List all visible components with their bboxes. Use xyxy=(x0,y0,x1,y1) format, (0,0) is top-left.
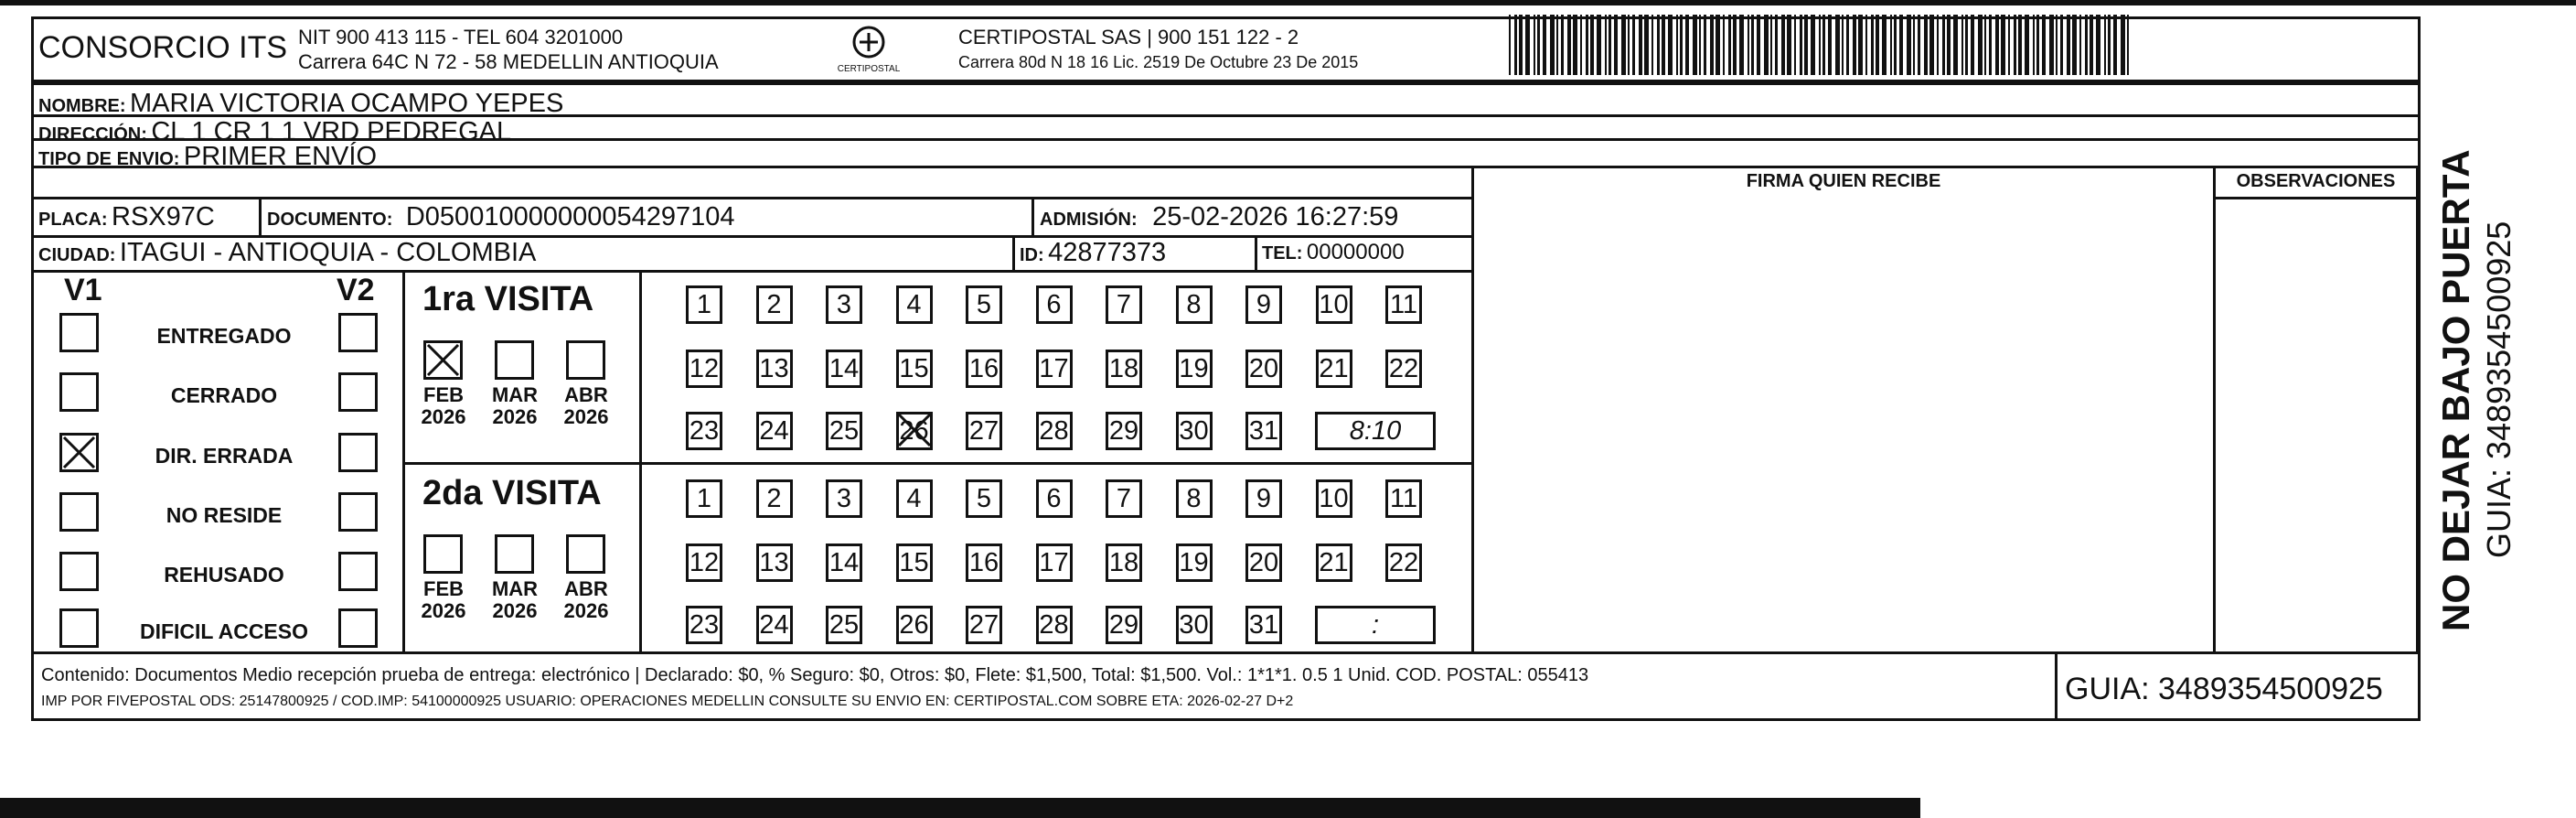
type-row xyxy=(38,142,377,172)
v2-checkbox[interactable] xyxy=(338,372,378,412)
day-cell[interactable]: 2 xyxy=(756,479,793,518)
barcode-bar xyxy=(2060,15,2063,75)
day-cell[interactable]: 17 xyxy=(1036,544,1073,582)
barcode-bar xyxy=(2096,15,2100,75)
day-cell[interactable]: 14 xyxy=(826,350,862,388)
barcode-bar xyxy=(1787,15,1791,75)
day-cell[interactable]: 8 xyxy=(1176,285,1213,324)
time-field[interactable]: 8:10 xyxy=(1315,412,1436,450)
col-line xyxy=(2213,166,2216,654)
barcode-bar xyxy=(1995,15,1999,75)
day-cell[interactable]: 30 xyxy=(1176,606,1213,644)
barcode-bar xyxy=(1586,15,1588,75)
shipment-type: PRIMER ENVÍO xyxy=(183,142,378,171)
month-checkbox[interactable] xyxy=(423,534,463,574)
id-value: 42877373 xyxy=(1048,238,1167,267)
month-checkbox[interactable] xyxy=(495,340,534,380)
plate-field xyxy=(38,202,215,232)
plate-value: RSX97C xyxy=(112,202,215,231)
day-cell[interactable]: 23 xyxy=(686,606,722,644)
barcode-bar xyxy=(1918,15,1920,75)
barcode-bar xyxy=(1537,15,1540,75)
month-label: ABR 2026 xyxy=(563,577,609,622)
row-line xyxy=(31,197,1474,199)
document-label: DOCUMENTO: xyxy=(267,210,393,230)
day-cell[interactable]: 31 xyxy=(1245,412,1282,450)
month-label: FEB 2026 xyxy=(421,577,466,622)
id-field xyxy=(1020,238,1166,268)
v1-checkbox[interactable] xyxy=(59,433,99,472)
barcode-bar xyxy=(1609,15,1611,75)
barcode-bar xyxy=(2025,15,2029,75)
barcode-bar xyxy=(1693,15,1697,75)
day-cell[interactable]: 30 xyxy=(1176,412,1213,450)
side-warning: NO DEJAR BAJO PUERTA xyxy=(2434,149,2477,631)
day-cell[interactable]: 1 xyxy=(686,285,722,324)
col-line xyxy=(1012,235,1015,270)
barcode-bar xyxy=(1514,15,1517,75)
barcode-bar xyxy=(1614,15,1618,75)
row-line xyxy=(402,462,1474,465)
barcode-bar xyxy=(1751,15,1754,75)
barcode-bar xyxy=(2067,15,2070,75)
barcode-bar xyxy=(1828,15,1832,75)
day-cell[interactable]: 13 xyxy=(756,544,793,582)
day-cell[interactable]: 18 xyxy=(1106,544,1142,582)
barcode-bar xyxy=(2090,15,2093,75)
footer-frame xyxy=(31,651,2421,721)
city-field xyxy=(38,238,536,268)
day-cell[interactable]: 12 xyxy=(686,544,722,582)
barcode-bar xyxy=(1699,15,1701,75)
barcode-bar xyxy=(2127,15,2129,75)
barcode-bar xyxy=(1794,15,1796,75)
plate-label: PLACA: xyxy=(38,210,108,230)
day-cell[interactable]: 23 xyxy=(686,412,722,450)
barcode-bar xyxy=(1894,15,1897,75)
day-cell[interactable]: 10 xyxy=(1316,479,1352,518)
barcode-bar xyxy=(1716,15,1720,75)
barcode-bar xyxy=(1953,15,1958,75)
day-cell[interactable]: 19 xyxy=(1176,544,1213,582)
barcode-bar xyxy=(1770,15,1772,75)
v1-checkbox[interactable] xyxy=(59,552,99,591)
status-label: REHUSADO xyxy=(164,563,284,587)
barcode-bar xyxy=(1748,15,1749,75)
barcode-bar xyxy=(1937,15,1939,75)
day-cell[interactable]: 22 xyxy=(1385,350,1422,388)
barcode-bar xyxy=(2072,15,2077,75)
day-cell[interactable]: 6 xyxy=(1036,479,1073,518)
barcode-bar xyxy=(1942,15,1945,75)
barcode-bar xyxy=(1668,15,1673,75)
barcode-bar xyxy=(1657,15,1660,75)
barcode-bar xyxy=(1632,15,1635,75)
document-value: D050010000000054297104 xyxy=(405,202,735,231)
barcode-bar xyxy=(1819,15,1821,75)
barcode-bar xyxy=(1680,15,1683,75)
barcode-bar xyxy=(1989,15,1992,75)
barcode-bar xyxy=(1621,15,1626,75)
day-cell[interactable]: 16 xyxy=(966,350,1002,388)
barcode-bar xyxy=(1781,15,1785,75)
col-line xyxy=(2416,166,2419,654)
barcode-bar xyxy=(1965,15,1968,75)
certipostal-logo xyxy=(832,24,905,79)
month-label: MAR 2026 xyxy=(491,577,539,622)
city-label: CIUDAD: xyxy=(38,245,116,265)
barcode-bar xyxy=(1534,15,1535,75)
barcode-bar xyxy=(2056,15,2058,75)
v2-header: V2 xyxy=(337,273,375,307)
barcode-bar xyxy=(1556,15,1558,75)
barcode-bar xyxy=(2108,15,2111,75)
day-cell[interactable]: 24 xyxy=(756,606,793,644)
day-cell[interactable]: 26 xyxy=(896,412,933,450)
barcode-bar xyxy=(1971,15,1974,75)
v2-checkbox[interactable] xyxy=(338,608,378,648)
day-cell[interactable]: 27 xyxy=(966,412,1002,450)
barcode-bar xyxy=(1733,15,1737,75)
v1-checkbox[interactable] xyxy=(59,608,99,648)
barcode-bar xyxy=(1704,15,1706,75)
barcode-bar xyxy=(1858,15,1863,75)
barcode-bar xyxy=(1929,15,1934,75)
day-cell[interactable]: 4 xyxy=(896,285,933,324)
barcode xyxy=(1509,15,2131,79)
barcode-bar xyxy=(1871,15,1874,75)
barcode-bar xyxy=(1628,15,1630,75)
barcode-bar xyxy=(1757,15,1760,75)
v2-checkbox[interactable] xyxy=(338,433,378,472)
footer-content: Contenido: Documentos Medio recepción prueba de entrega: electrónico | Declarado: $0, % Seguro: $0, Otros: $0, Flete: $1,500, Total: $1,500. Vol.: 1*1*1. 0.5 1 Unid. COD. POSTAL: 055413 xyxy=(41,665,1589,685)
barcode-bar xyxy=(1651,15,1653,75)
barcode-bar xyxy=(2121,15,2125,75)
day-cell[interactable]: 3 xyxy=(826,479,862,518)
day-cell[interactable]: 28 xyxy=(1036,606,1073,644)
day-cell[interactable]: 10 xyxy=(1316,285,1352,324)
day-cell[interactable]: 7 xyxy=(1106,479,1142,518)
side-guide: GUIA: 3489354500925 xyxy=(2480,221,2517,558)
day-cell[interactable]: 6 xyxy=(1036,285,1073,324)
recipient-name: MARIA VICTORIA OCAMPO YEPES xyxy=(130,89,564,118)
barcode-bar xyxy=(1662,15,1665,75)
barcode-bar xyxy=(1846,15,1849,75)
signature-header: FIRMA QUIEN RECIBE xyxy=(1746,171,1941,191)
barcode-bar xyxy=(2042,15,2046,75)
barcode-bar xyxy=(1739,15,1744,75)
row-line xyxy=(31,166,2421,168)
barcode-bar xyxy=(1947,15,1951,75)
day-cell[interactable]: 24 xyxy=(756,412,793,450)
address-label: DIRECCIÓN: xyxy=(38,124,147,145)
recipient-address: CL 1 CR 1 1 VRD PEDREGAL xyxy=(151,117,512,146)
top-edge xyxy=(0,0,2576,5)
status-label: NO RESIDE xyxy=(166,503,283,527)
name-label: NOMBRE: xyxy=(38,96,126,116)
barcode-bar xyxy=(1728,15,1731,75)
month-label: ABR 2026 xyxy=(563,383,609,428)
barcode-bar xyxy=(1644,15,1649,75)
day-cell[interactable]: 20 xyxy=(1245,350,1282,388)
barcode-bar xyxy=(1842,15,1844,75)
day-cell[interactable]: 7 xyxy=(1106,285,1142,324)
day-cell[interactable]: 25 xyxy=(826,412,862,450)
name-row xyxy=(38,89,563,119)
v2-checkbox[interactable] xyxy=(338,492,378,532)
month-checkbox[interactable] xyxy=(566,534,605,574)
day-cell[interactable]: 28 xyxy=(1036,412,1073,450)
barcode-bar xyxy=(1723,15,1725,75)
barcode-bar xyxy=(1835,15,1840,75)
barcode-bar xyxy=(1676,15,1678,75)
day-cell[interactable]: 8 xyxy=(1176,479,1213,518)
document-field xyxy=(267,202,735,232)
day-cell[interactable]: 21 xyxy=(1316,350,1352,388)
barcode-bar xyxy=(1984,15,1986,75)
day-cell[interactable]: 20 xyxy=(1245,544,1282,582)
day-cell[interactable]: 9 xyxy=(1245,285,1282,324)
barcode-bar xyxy=(1876,15,1879,75)
day-cell[interactable]: 1 xyxy=(686,479,722,518)
barcode-bar xyxy=(1519,15,1523,75)
barcode-bar xyxy=(2001,15,2005,75)
day-cell[interactable]: 5 xyxy=(966,479,1002,518)
company-name: CONSORCIO ITS xyxy=(38,30,288,65)
day-cell[interactable]: 16 xyxy=(966,544,1002,582)
day-cell[interactable]: 3 xyxy=(826,285,862,324)
visit-title: 2da VISITA xyxy=(422,474,602,512)
v2-checkbox[interactable] xyxy=(338,313,378,352)
barcode-bar xyxy=(1639,15,1642,75)
barcode-bar xyxy=(1590,15,1594,75)
month-checkbox[interactable] xyxy=(423,340,463,380)
month-checkbox[interactable] xyxy=(495,534,534,574)
barcode-bar xyxy=(1882,15,1887,75)
admission-field xyxy=(1040,202,1398,232)
day-cell[interactable]: 14 xyxy=(826,544,862,582)
status-label: ENTREGADO xyxy=(156,324,292,348)
barcode-bar xyxy=(2018,15,2022,75)
day-cell[interactable]: 29 xyxy=(1106,606,1142,644)
barcode-bar xyxy=(1525,15,1530,75)
barcode-bar xyxy=(2104,15,2106,75)
time-field[interactable]: : xyxy=(1315,606,1436,644)
day-cell[interactable]: 26 xyxy=(896,606,933,644)
month-label: MAR 2026 xyxy=(491,383,539,428)
v1-checkbox[interactable] xyxy=(59,372,99,412)
day-cell[interactable]: 31 xyxy=(1245,606,1282,644)
day-cell[interactable]: 27 xyxy=(966,606,1002,644)
barcode-bar xyxy=(1804,15,1808,75)
carrier-address: Carrera 80d N 18 16 Lic. 2519 De Octubre 23 De 2015 xyxy=(958,53,1359,71)
city-value: ITAGUI - ANTIOQUIA - COLOMBIA xyxy=(119,238,537,267)
day-cell[interactable]: 25 xyxy=(826,606,862,644)
bottom-edge xyxy=(0,798,1920,818)
month-label: FEB 2026 xyxy=(421,383,466,428)
barcode-bar xyxy=(1567,15,1571,75)
barcode-bar xyxy=(1543,15,1546,75)
day-cell[interactable]: 12 xyxy=(686,350,722,388)
status-label: DIFICIL ACCESO xyxy=(139,619,308,643)
v1-header: V1 xyxy=(64,273,102,307)
day-cell[interactable]: 29 xyxy=(1106,412,1142,450)
barcode-bar xyxy=(1561,15,1564,75)
barcode-bar xyxy=(1978,15,1983,75)
day-cell[interactable]: 15 xyxy=(896,544,933,582)
day-cell[interactable]: 18 xyxy=(1106,350,1142,388)
status-label: DIR. ERRADA xyxy=(155,444,294,468)
barcode-bar xyxy=(1899,15,1903,75)
company-address: Carrera 64C N 72 - 58 MEDELLIN ANTIOQUIA xyxy=(298,50,719,73)
logo-text: CERTIPOSTAL xyxy=(837,64,901,74)
barcode-bar xyxy=(1800,15,1802,75)
col-line xyxy=(259,197,262,235)
v2-checkbox[interactable] xyxy=(338,552,378,591)
month-checkbox[interactable] xyxy=(566,340,605,380)
col-line xyxy=(1031,197,1034,235)
day-cell[interactable]: 11 xyxy=(1385,479,1422,518)
col-line xyxy=(2055,651,2058,721)
barcode-bar xyxy=(1580,15,1582,75)
barcode-bar xyxy=(1573,15,1577,75)
day-cell[interactable]: 5 xyxy=(966,285,1002,324)
barcode-bar xyxy=(1605,15,1607,75)
barcode-bar xyxy=(2036,15,2039,75)
day-cell[interactable]: 22 xyxy=(1385,544,1422,582)
footer-guide: GUIA: 3489354500925 xyxy=(2065,672,2383,706)
day-cell[interactable]: 11 xyxy=(1385,285,1422,324)
tel-field xyxy=(1262,240,1405,265)
barcode-bar xyxy=(1764,15,1769,75)
carrier-name: CERTIPOSTAL SAS | 900 151 122 - 2 xyxy=(958,26,1299,48)
barcode-bar xyxy=(1961,15,1963,75)
barcode-bar xyxy=(1890,15,1892,75)
observations-header: OBSERVACIONES xyxy=(2236,171,2396,191)
barcode-bar xyxy=(1853,15,1856,75)
barcode-bar xyxy=(2049,15,2054,75)
col-line xyxy=(1471,166,1474,654)
day-cell[interactable]: 9 xyxy=(1245,479,1282,518)
day-cell[interactable]: 15 xyxy=(896,350,933,388)
col-line xyxy=(1255,235,1257,270)
barcode-bar xyxy=(1811,15,1815,75)
barcode-bar xyxy=(2014,15,2016,75)
company-nit: NIT 900 413 115 - TEL 604 3201000 xyxy=(298,26,624,48)
barcode-bar xyxy=(1685,15,1689,75)
row-line xyxy=(2213,197,2421,199)
barcode-bar xyxy=(1924,15,1928,75)
day-cell[interactable]: 2 xyxy=(756,285,793,324)
day-cell[interactable]: 21 xyxy=(1316,544,1352,582)
type-label: TIPO DE ENVIO: xyxy=(38,149,180,169)
barcode-bar xyxy=(2033,15,2035,75)
barcode-bar xyxy=(2113,15,2117,75)
tel-value: 00000000 xyxy=(1306,240,1405,264)
barcode-bar xyxy=(2008,15,2010,75)
visit-title: 1ra VISITA xyxy=(422,280,594,318)
barcode-bar xyxy=(1710,15,1714,75)
v1-checkbox[interactable] xyxy=(59,492,99,532)
tel-label: TEL: xyxy=(1262,243,1303,264)
barcode-bar xyxy=(1550,15,1555,75)
footer-printer: IMP POR FIVEPOSTAL ODS: 25147800925 / COD.IMP: 54100000925 USUARIO: OPERACIONES MEDELLIN CONSULTE SU ENVIO EN: CERTIPOSTAL.COM SOBRE ETA: 2026-02-27 D+2 xyxy=(41,694,1294,709)
status-label: CERRADO xyxy=(170,383,278,407)
id-label: ID: xyxy=(1020,245,1044,265)
barcode-bar xyxy=(1509,15,1511,75)
barcode-bar xyxy=(1822,15,1825,75)
v1-checkbox[interactable] xyxy=(59,313,99,352)
row-line xyxy=(31,270,1474,273)
barcode-bar xyxy=(1907,15,1911,75)
day-cell[interactable]: 13 xyxy=(756,350,793,388)
barcode-bar xyxy=(2079,15,2081,75)
barcode-bar xyxy=(2085,15,2088,75)
barcode-bar xyxy=(1597,15,1601,75)
admission-label: ADMISIÓN: xyxy=(1040,210,1138,230)
admission-value: 25-02-2026 16:27:59 xyxy=(1152,202,1399,231)
day-cell[interactable]: 19 xyxy=(1176,350,1213,388)
day-cell[interactable]: 4 xyxy=(896,479,933,518)
barcode-bar xyxy=(1775,15,1778,75)
barcode-bar xyxy=(1865,15,1867,75)
barcode-bar xyxy=(1913,15,1915,75)
day-cell[interactable]: 17 xyxy=(1036,350,1073,388)
